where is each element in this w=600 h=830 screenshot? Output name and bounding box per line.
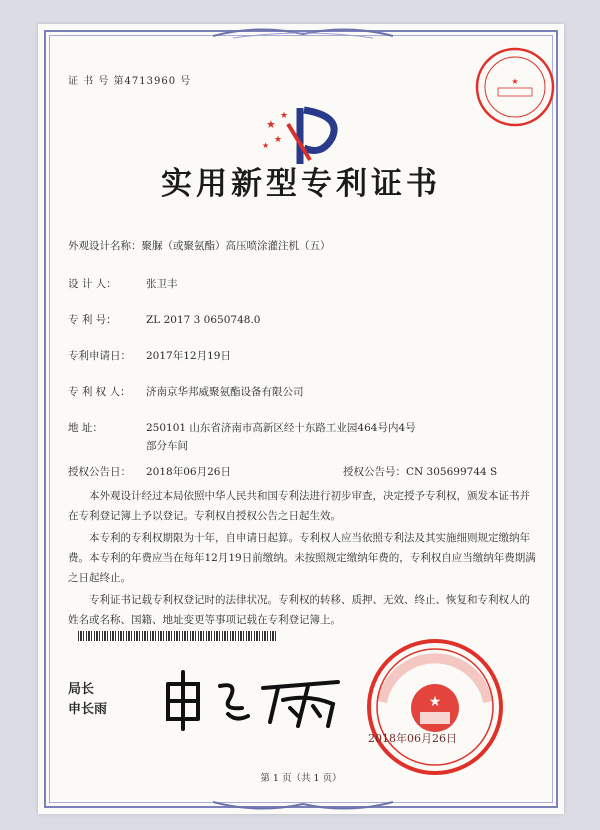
top-seal [470,42,560,132]
director-block [68,680,107,720]
bottom-ornament [213,796,393,814]
grant-number-row [343,464,497,479]
certificate-page [38,24,564,814]
filing-date-label: 专利申请日： [68,350,131,362]
address-row [68,420,416,435]
filing-date-value: 2017年12月19日 [146,350,231,362]
design-name-value: 聚脲（或聚氨酯）高压喷涂灌注机（五） [141,240,331,252]
svg-text:★: ★ [262,141,270,150]
handwritten-signature [158,664,348,734]
barcode [78,631,278,641]
grant-number-label: 授权公告号： [343,466,406,478]
patentee-value: 济南京华邦威聚氨酯设备有限公司 [146,386,304,398]
certificate-number: 证 书 号 第4713960 号 [68,76,192,87]
grant-number-value: CN 305699744 S [406,466,498,478]
design-name-label: 外观设计名称： [68,240,142,252]
address-value-2: 部分车间 [146,440,188,452]
designer-row [68,276,178,291]
director-title: 局长 [68,682,95,697]
body-paragraph-1: 本外观设计经过本局依照中华人民共和国专利法进行初步审查，决定授予专利权，颁发本证书并在专利登记簿上予以登记。专利权自授权公告之日起生效。 [68,490,530,522]
svg-text:★: ★ [280,111,289,121]
filing-date-row [68,348,231,363]
grant-date-label: 授权公告日： [68,466,131,478]
patent-number-row [68,312,260,327]
grant-date-row [68,464,231,479]
seal-date: 2018年06月26日 [368,732,457,745]
address-label: 地 址： [68,422,103,434]
svg-text:★: ★ [511,77,519,86]
director-name: 申长雨 [68,702,108,717]
body-paragraph-2: 本专利的专利权期限为十年，自申请日起算。专利权人应当依照专利法及其实施细则规定缴纳年费。本专利的年费应当在每年12月19日前缴纳。未按照规定缴纳年费的，专利权自应当缴纳年费期满之日起终止。 [68,532,536,584]
patent-number-label: 专 利 号： [68,314,117,326]
top-ornament [213,24,393,42]
body-paragraph-3: 专利证书记载专利权登记时的法律状况。专利权的转移、质押、无效、终止、恢复和专利权人的姓名或名称、国籍、地址变更等事项记载在专利登记簿上。 [68,594,530,626]
patentee-label: 专 利 权 人： [68,386,131,398]
address-row-2 [146,438,188,453]
designer-value: 张卫丰 [146,278,178,290]
designer-label: 设 计 人： [68,278,117,290]
svg-text:★: ★ [274,135,283,145]
grant-date-value: 2018年06月26日 [146,466,231,478]
svg-text:★: ★ [266,118,276,131]
certificate-body [68,486,538,632]
patent-number-value: ZL 2017 3 0650748.0 [146,314,261,326]
address-value-1: 250101 山东省济南市高新区经十东路工业园464号内4号 [146,422,416,434]
page-number: 第 1 页（共 1 页） [260,773,342,784]
official-seal [360,632,510,782]
svg-text:★: ★ [428,694,442,710]
patentee-row [68,384,304,399]
design-name-row [68,238,331,253]
certificate-title: 实用新型专利证书 [161,166,441,202]
